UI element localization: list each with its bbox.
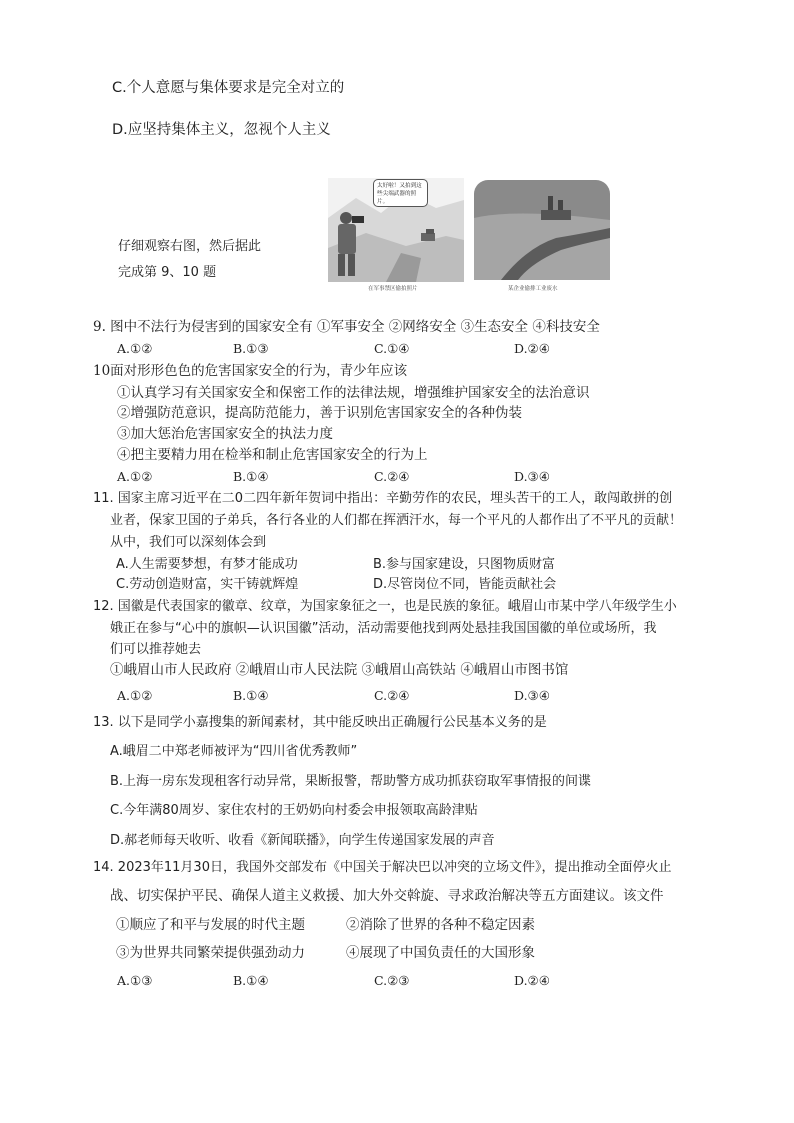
q13-option-d: D.郝老师每天收听、收看《新闻联播》，向学生传递国家发展的声音 — [110, 833, 495, 848]
q14-item-2: ②消除了世界的各种不稳定因素 — [346, 917, 535, 933]
figure-intro-2: 完成第 9、10 题 — [118, 265, 217, 280]
q9-stem: 9. 图中不法行为侵害到的国家安全有 ①军事安全 ②网络安全 ③生态安全 ④科技安全 — [93, 319, 600, 335]
q12-items: ①峨眉山市人民政府 ②峨眉山市人民法院 ③峨眉山高铁站 ④峨眉山市图书馆 — [110, 662, 569, 678]
q12-stem-3: 们可以推荐她去 — [110, 642, 202, 657]
q10-option-b: B.①④ — [233, 469, 269, 484]
q9-option-a: A.①② — [117, 341, 153, 356]
q11-stem-1: 11. 国家主席习近平在二0二四年新年贺词中指出：辛勤劳作的农民，埋头苦干的工人，敢闯敢拼的创 — [93, 491, 673, 506]
factory — [541, 210, 571, 220]
q10-option-a: A.①② — [117, 469, 153, 484]
q9-option-d: D.②④ — [514, 341, 550, 356]
q9-option-c: C.①④ — [374, 341, 410, 356]
q14-option-d: D.②④ — [514, 973, 550, 988]
q13-option-b: B.上海一房东发现租客行动异常，果断报警，帮助警方成功抓获窃取军事情报的间谍 — [110, 774, 592, 789]
caption-right: 某企业偷排工业废水 — [508, 286, 558, 292]
q12-option-b: B.①④ — [233, 688, 269, 703]
q13-stem: 13. 以下是同学小嘉搜集的新闻素材，其中能反映出正确履行公民基本义务的是 — [93, 715, 547, 730]
q14-stem-1: 14. 2023年11月30日，我国外交部发布《中国关于解决巴以冲突的立场文件》，提出推动全面停火止 — [93, 860, 672, 875]
q10-item-2: ②增强防范意识，提高防范能力，善于识别危害国家安全的各种伪装 — [117, 405, 522, 421]
q11-option-d: D.尽管岗位不同，皆能贡献社会 — [373, 577, 557, 592]
q14-option-b: B.①④ — [233, 973, 269, 988]
q11-option-c: C.劳动创造财富，实干铸就辉煌 — [116, 577, 299, 592]
q11-option-b: B.参与国家建设，只图物质财富 — [373, 557, 556, 572]
cartoon-figure — [326, 178, 612, 294]
q12-option-c: C.②④ — [374, 688, 410, 703]
option-d: D.应坚持集体主义，忽视个人主义 — [112, 122, 331, 138]
q13-option-a: A.峨眉二中郑老师被评为“四川省优秀教师” — [110, 744, 358, 759]
q14-item-3: ③为世界共同繁荣提供强劲动力 — [116, 945, 305, 961]
q12-option-d: D.③④ — [514, 688, 550, 703]
person-head — [340, 212, 352, 224]
q10-option-d: D.③④ — [514, 469, 550, 484]
q12-stem-2: 娥正在参与“心中的旗帜—认识国徽”活动，活动需要他找到两处悬挂我国国徽的单位或场所，我 — [110, 621, 657, 636]
q10-item-1: ①认真学习有关国家安全和保密工作的法律法规，增强维护国家安全的法治意识 — [117, 385, 590, 401]
person-body — [338, 224, 356, 254]
cartoon-illustration — [326, 178, 612, 294]
tank-turret — [426, 229, 434, 234]
speech-bubble: 太好啦！又拍到这些尖端武器的照片。 — [373, 179, 428, 207]
q12-option-a: A.①② — [117, 688, 153, 703]
figure-intro-1: 仔细观察右图，然后据此 — [118, 239, 262, 254]
q14-item-1: ①顺应了和平与发展的时代主题 — [116, 917, 305, 933]
q9-option-b: B.①③ — [233, 341, 269, 356]
tank-body — [421, 233, 435, 241]
q10-item-3: ③加大惩治危害国家安全的执法力度 — [117, 426, 333, 442]
q10-option-c: C.②④ — [374, 469, 410, 484]
q14-stem-2: 战、切实保护平民、确保人道主义救援、加大外交斡旋、寻求政治解决等五方面建议。该文件 — [110, 888, 664, 904]
person-leg-2 — [348, 254, 355, 276]
q14-item-4: ④展现了中国负责任的大国形象 — [346, 945, 535, 961]
q10-item-4: ④把主要精力用在检举和制止危害国家安全的行为上 — [117, 447, 428, 463]
q14-option-c: C.②③ — [374, 973, 410, 988]
q11-stem-2: 业者，保家卫国的子弟兵，各行各业的人们都在挥洒汗水，每一个平凡的人都作出了不平凡的贡献！ — [110, 513, 683, 528]
q11-option-a: A.人生需要梦想，有梦才能成功 — [116, 557, 298, 572]
camera — [352, 216, 364, 223]
person-leg-1 — [338, 254, 345, 276]
q10-stem: 10面对形形色色的危害国家安全的行为，青少年应该 — [93, 363, 408, 379]
q11-stem-3: 从中，我们可以深刻体会到 — [110, 535, 267, 550]
q14-option-a: A.①③ — [117, 973, 153, 988]
q13-option-c: C.今年满80周岁、家住农村的王奶奶向村委会申报领取高龄津贴 — [110, 803, 478, 818]
option-c: C.个人意愿与集体要求是完全对立的 — [112, 80, 345, 96]
q12-stem-1: 12. 国徽是代表国家的徽章、纹章，为国家象征之一，也是民族的象征。峨眉山市某中学八年级学生小 — [93, 599, 677, 614]
caption-left: 在军事禁区偷拍照片 — [368, 286, 418, 292]
